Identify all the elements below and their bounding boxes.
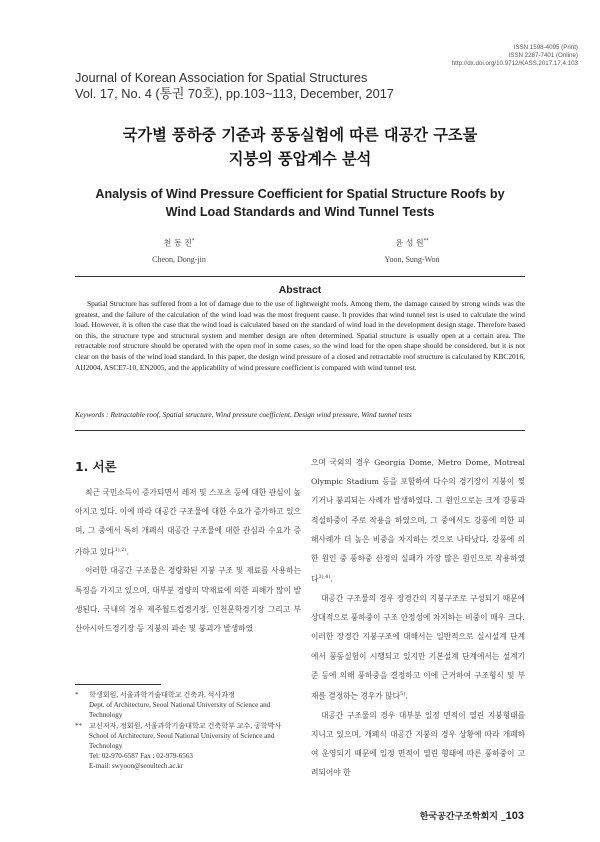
left-paragraph-2: 이러한 대공간 구조물은 경량화된 지붕 구조 및 재료를 사용하는 특징을 가지고 있으며, 대부분 경량의 막재료에 의한 피해가 많이 발생된다. 국내의 경우 제주월드컵경기장, 인천문학경기장 그리고 부산아시아드경기장 등 지붕의 파손 및 붕괴가 발생하였 bbox=[75, 566, 301, 633]
journal-name: Journal of Korean Association for Spatial Structures bbox=[75, 70, 368, 85]
page-footer bbox=[420, 809, 524, 822]
korean-title-line2: 지붕의 풍압계수 분석 bbox=[228, 150, 372, 168]
right-column bbox=[311, 453, 525, 783]
right-paragraph-3: 대공간 구조물의 경우 대부분 일정 면적이 열린 지붕형태를 지니고 있으며, 개폐식 대공간 지붕의 경우 상황에 따라 개폐하여 운영되기 때문에 일정 면적이 열린 형태에 따른 풍하중이 고려되어야 한 bbox=[311, 710, 525, 778]
issn-print: ISSN 1598-4095 (Print) bbox=[513, 44, 578, 51]
left-paragraph-1: 최근 국민소득이 증가되면서 레저 및 스포츠 등에 대한 관심이 높아지고 있다. 이에 따라 대공간 구조물에 대한 수요가 증가하고 있으며, 그 중에서 특히 개폐식 대공간 구조물에 대한 관심과 수요가 증가하고 있다$^{1),2)}$. bbox=[75, 488, 301, 557]
footnote-2 bbox=[75, 721, 300, 772]
footnote-2-ko: 교신저자, 정회원, 서울과학기술대학교 건축학부 교수, 공학박사 bbox=[89, 721, 282, 730]
abstract-text: Spatial Structure has suffered from a lot of damage due to the use of lightweight roofs. Among them, the damage caused by strong winds was the greatest, and the failure of the calculation of the wind load was the most frequent cause. It provides that wind tunnel test is used to calculate the wind load. However, it is often the case that the wind load is calculated based on the standard of wind load in the development design stage. Therefore based on this, the structure type and structural system and member design are often determined. Spatial structure is usually open at a certain area. The retractable roof structure should be operated with the open roof in some cases, so the wind load for the open shape should be considered, but it is not clear on the basis of the wind load standard. In this paper, the design wind pressure of a closed and retractable roof structure is calculated by KBC2016, AIJ2004, ASCE7-10, EN2005, and the applicability of wind pressure coefficient is compared with wind tunnel test. bbox=[75, 299, 525, 372]
right-paragraph-1: 으며 국외의 경우 Georgia Dome, Metro Dome, Motreal Olympic Stadium 등을 포함하여 다수의 경기장이 지붕이 찢기거나 붕괴되는 사례가 발생하였다. 그 원인으로는 크게 강풍과 적설하중이 주로 작용을 하였으며, 그 중에서도 강풍에 의한 피해사례가 더 높은 비중을 차지하는 것으로 나타났다. 강풍에 의한 원인 중 풍하중 산정의 실패가 가장 많은 원인으로 작용하였다$^{3),4)}$. bbox=[311, 458, 525, 584]
footnote-1-ko: 학생회원, 서울과학기술대학교 건축과, 석사과정 bbox=[89, 691, 235, 699]
keywords: Keywords : Retractable roof, Spatial structure, Wind pressure coefficient, Design wind pressure, Wind tunnel tests bbox=[75, 410, 412, 419]
section-title: 1. 서론 bbox=[75, 459, 117, 474]
abstract-top-rule bbox=[75, 276, 525, 277]
footnotes bbox=[75, 690, 300, 772]
left-column bbox=[75, 483, 301, 638]
footnote-2-email[interactable]: E-mail: swyoon@seoultech.ac.kr bbox=[89, 762, 184, 771]
footnote-2-phone: Tel: 02-970-6587 Fax : 02-979-6563 bbox=[89, 752, 193, 761]
author-2-korean-name: 윤 성 원** bbox=[395, 238, 429, 248]
footnote-rule bbox=[75, 684, 161, 685]
footnote-1-en: Dept. of Architecture, Seoul National University of Science and Technology bbox=[89, 701, 271, 720]
author-2 bbox=[342, 233, 482, 268]
journal-volume: Vol. 17, No. 4 (통권 70호), pp.103~113, December, 2017 bbox=[75, 86, 394, 101]
abstract-bottom-rule bbox=[75, 430, 525, 431]
page-number: 103 bbox=[505, 810, 524, 822]
journal-header bbox=[75, 70, 394, 102]
abstract-heading: Abstract bbox=[278, 284, 322, 296]
footnote-2-en: School of Architecture, Seoul National University of Science and Technology bbox=[89, 731, 275, 751]
author-1-korean-name: 천 동 진* bbox=[163, 238, 195, 248]
doi-link[interactable]: http://dx.doi.org/10.9712/KASS.2017.17.4.103 bbox=[451, 60, 578, 67]
english-title bbox=[0, 185, 600, 221]
issn-online: ISSN 2287-7401 (Online) bbox=[508, 52, 578, 59]
author-2-english-name: Yoon, Sung-Won bbox=[384, 254, 440, 264]
footnote-1-mark: * bbox=[75, 691, 79, 699]
english-title-line1: Analysis of Wind Pressure Coefficient for Spatial Structure Roofs by bbox=[95, 187, 505, 201]
issn-block bbox=[452, 44, 578, 68]
right-paragraph-2: 대공간 구조물의 경우 장경간의 지붕구조로 구성되기 때문에 상대적으로 풍하중이 구조 안정성에 차지하는 비중이 매우 크다. 이러한 장경간 지붕구조에 대해서는 일반적으로 실시설계 단계에서 풍동실험이 시행되고 있지만 기본설계 단계에서는 설계기준 등에 의해 풍하중을 결정하고 이에 근거하여 구조형식 및 부재를 결정하는 경우가 많다$^{5)}$. bbox=[311, 593, 525, 701]
english-title-line2: Wind Load Standards and Wind Tunnel Tests bbox=[165, 205, 435, 219]
footnote-1 bbox=[75, 690, 300, 721]
footnote-2-mark: ** bbox=[75, 721, 83, 730]
korean-title bbox=[0, 123, 600, 171]
korean-title-line1: 국가별 풍하중 기준과 풍동실험에 따른 대공간 구조물 bbox=[122, 126, 478, 144]
page-footer-label: 한국공간구조학회지 _ bbox=[419, 812, 506, 822]
author-1-english-name: Cheon, Dong-jin bbox=[152, 254, 206, 264]
author-1 bbox=[109, 233, 249, 268]
